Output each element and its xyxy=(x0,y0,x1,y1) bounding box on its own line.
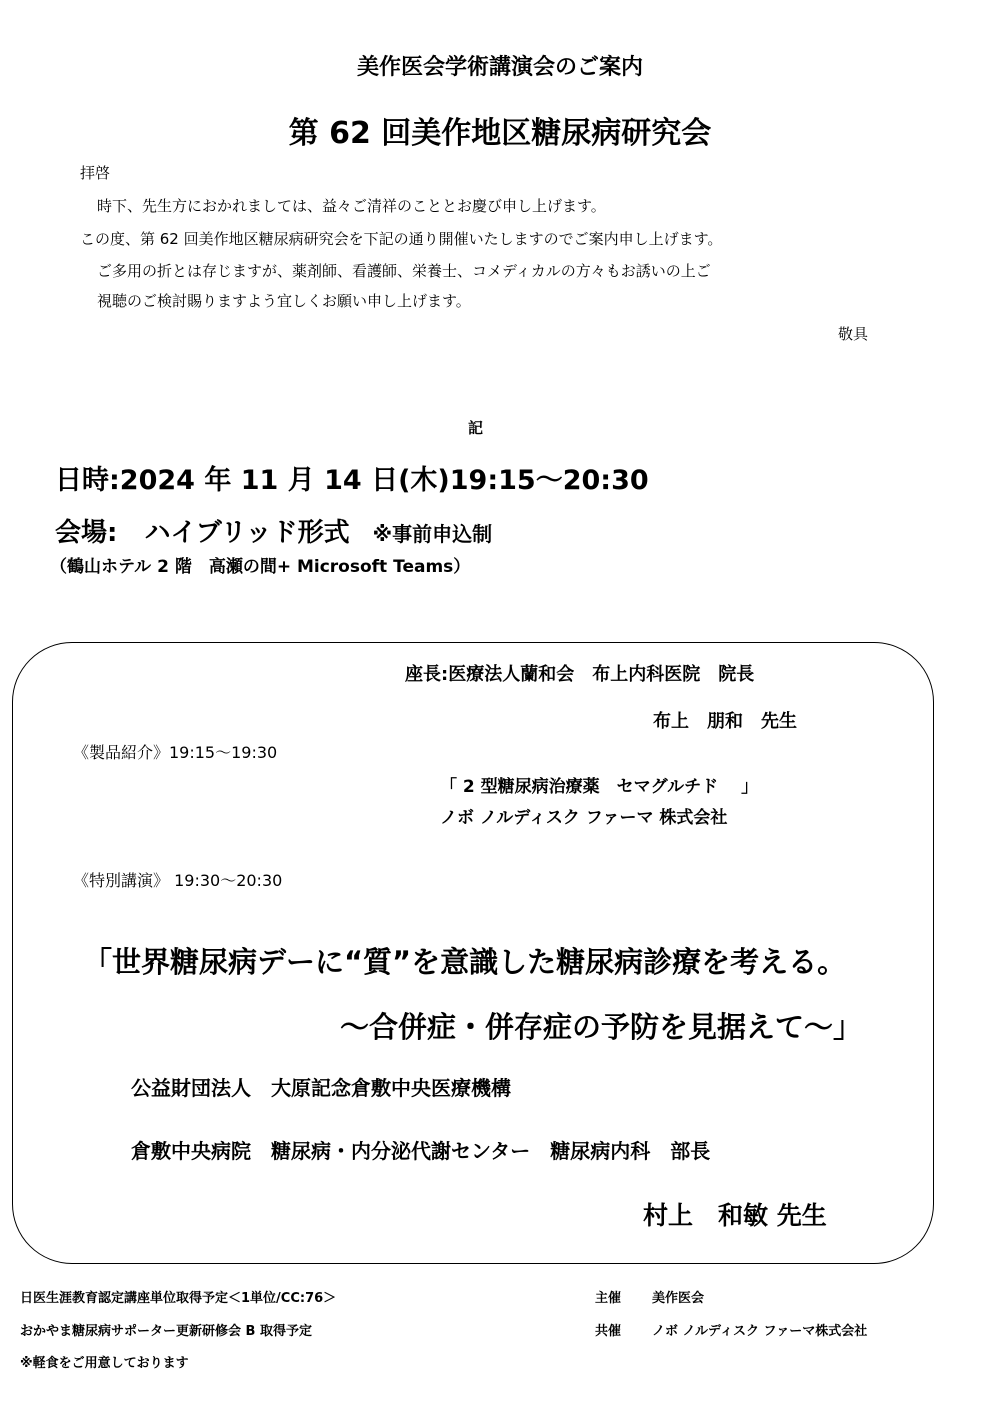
lecture-label: 《特別講演》 19:30～20:30 xyxy=(73,871,283,890)
speaker-dept: 倉敷中央病院 糖尿病・内分泌代謝センター 糖尿病内科 部長 xyxy=(131,1139,711,1163)
event-title: 第 62 回美作地区糖尿病研究会 xyxy=(288,116,712,151)
venue-detail: （鶴山ホテル 2 階 高瀬の間+ Microsoft Teams） xyxy=(50,557,471,577)
letter-line: 時下、先生方におかれましては、益々ご清祥のこととお慶び申し上げます。 xyxy=(97,197,606,215)
credit-note: おかやま糖尿病サポーター更新研修会 B 取得予定 xyxy=(20,1324,312,1339)
lecture-title-line: ～合併症・併存症の予防を見据えて～」 xyxy=(340,1010,863,1044)
meal-note: ※軽食をご用意しております xyxy=(20,1356,189,1371)
speaker-org: 公益財団法人 大原記念倉敷中央医療機構 xyxy=(131,1076,511,1100)
event-datetime: 日時:2024 年 11 月 14 日(木)19:15～20:30 xyxy=(55,465,649,496)
speaker-name: 村上 和敏 先生 xyxy=(643,1201,827,1230)
letter-line: この度、第 62 回美作地区糖尿病研究会を下記の通り開催いたしますのでご案内申し上げます。 xyxy=(80,230,723,248)
product-title: 「 2 型糖尿病治療薬 セマグルチド 」 xyxy=(440,777,759,797)
letter-closing: 敬具 xyxy=(838,325,869,343)
letter-line: 視聴のご検討賜りますよう宜しくお願い申し上げます。 xyxy=(97,292,471,310)
ki-mark: 記 xyxy=(468,419,484,437)
product-label: 《製品紹介》19:15～19:30 xyxy=(73,743,278,762)
chair-name: 布上 朋和 先生 xyxy=(653,711,797,732)
product-company: ノボ ノルディスク ファーマ 株式会社 xyxy=(440,808,728,828)
venue-note: ※事前申込制 xyxy=(372,522,493,546)
cohost-value: ノボ ノルディスク ファーマ株式会社 xyxy=(652,1324,868,1339)
event-venue xyxy=(55,512,492,549)
credit-note: 日医生涯教育認定講座単位取得予定＜1単位/CC:76＞ xyxy=(20,1291,337,1306)
host-label: 主催 xyxy=(595,1291,622,1306)
letter-opening: 拝啓 xyxy=(80,164,111,182)
venue-label: 会場: xyxy=(55,518,118,548)
venue-format: ハイブリッド形式 xyxy=(144,518,350,548)
cohost-label: 共催 xyxy=(595,1324,622,1339)
lecture-title-line: 「世界糖尿病デーに“質”を意識した糖尿病診療を考える。 xyxy=(83,945,847,979)
host-value: 美作医会 xyxy=(652,1291,705,1306)
event-subtitle: 美作医会学術講演会のご案内 xyxy=(356,55,643,80)
chair: 座長:医療法人蘭和会 布上内科医院 院長 xyxy=(405,664,755,685)
letter-line: ご多用の折とは存じますが、薬剤師、看護師、栄養士、コメディカルの方々もお誘いの上ご xyxy=(97,262,711,280)
